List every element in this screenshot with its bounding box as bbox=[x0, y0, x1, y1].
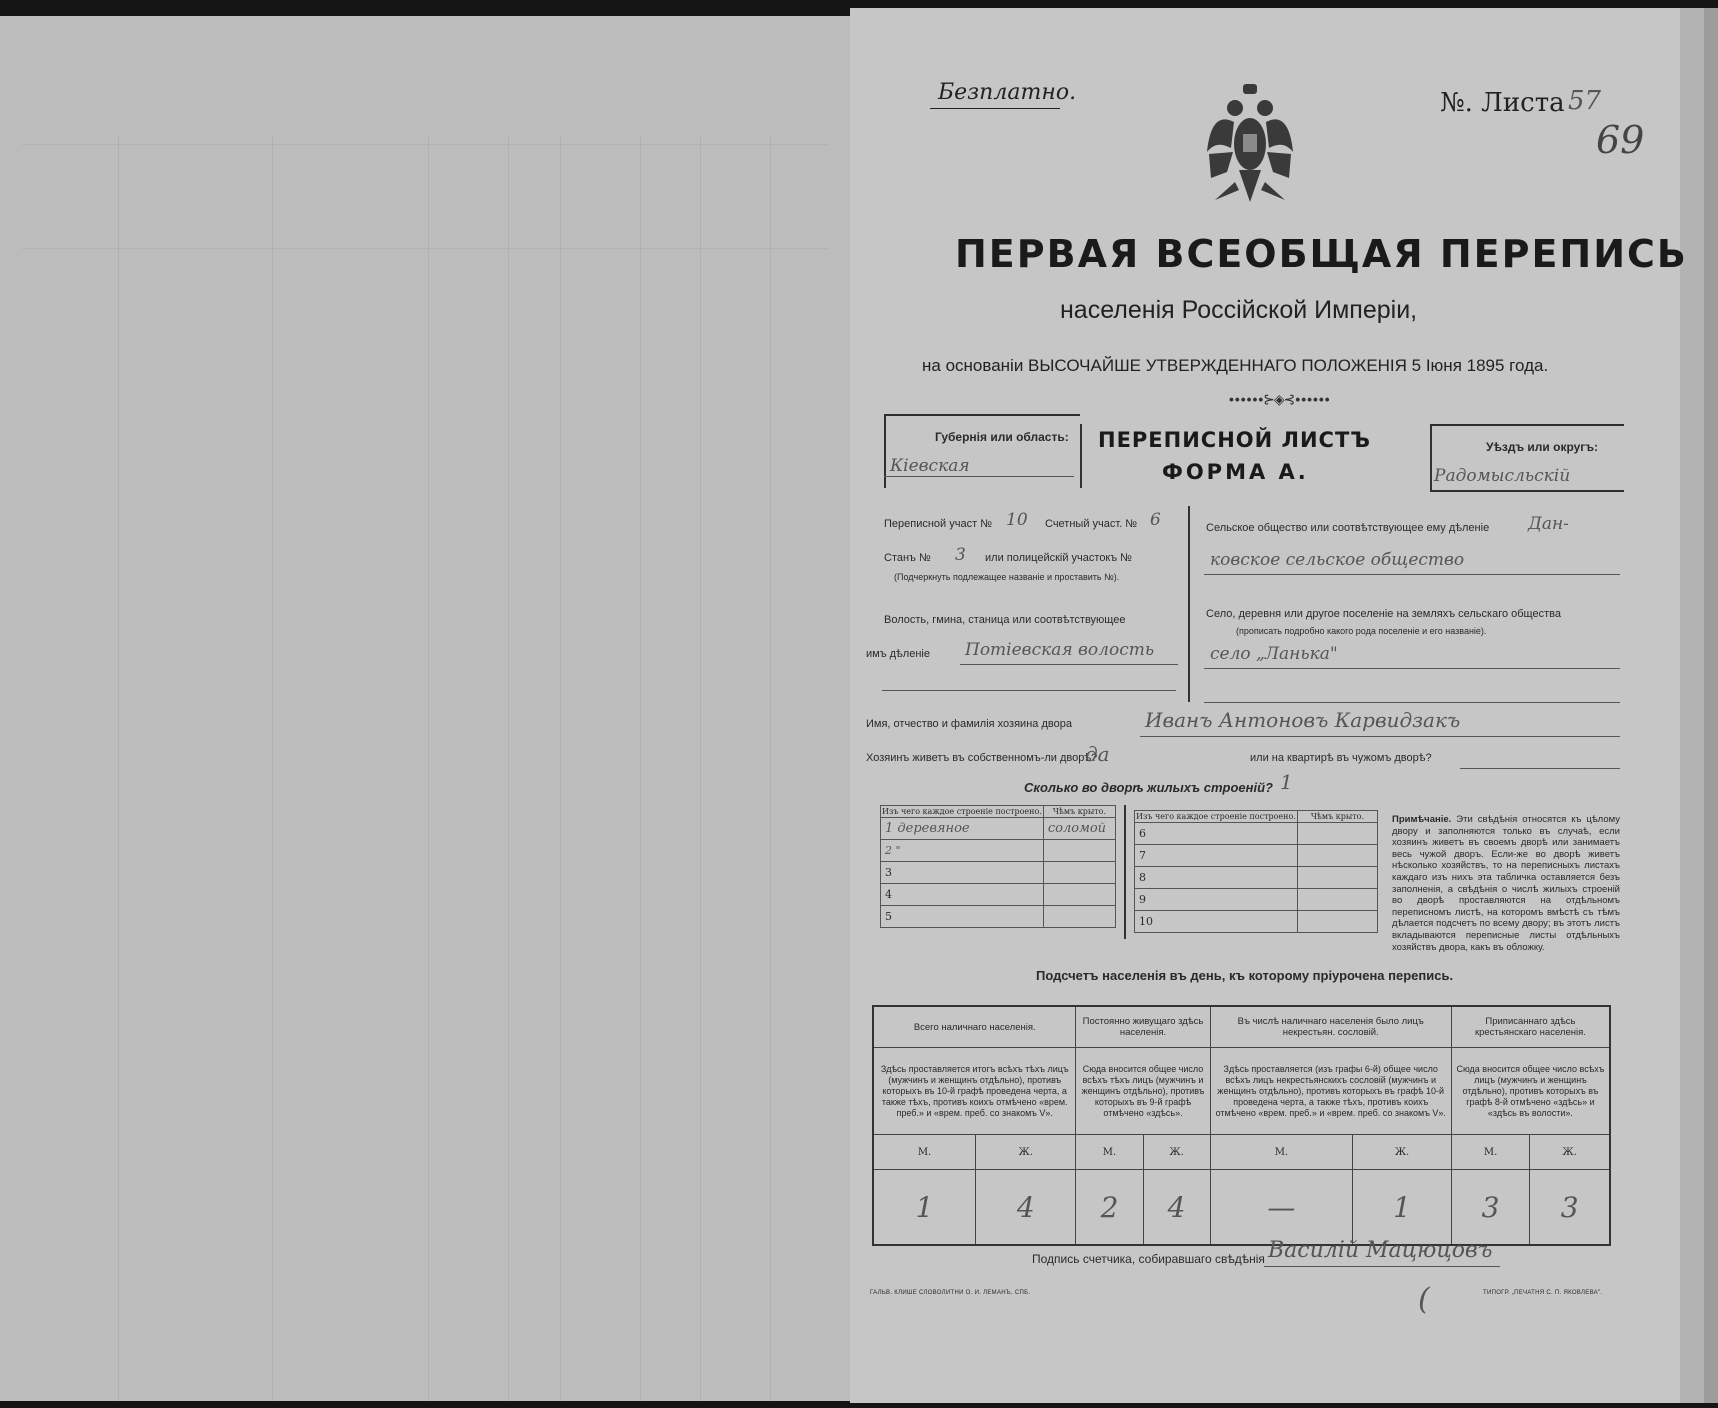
table-row bbox=[1135, 889, 1378, 911]
sheet-title: ПЕРЕПИСНОЙ ЛИСТЪ bbox=[1098, 428, 1372, 452]
volost-line-2 bbox=[882, 690, 1176, 691]
village-note: (прописать подробно какого рода поселеніе и его названіе). bbox=[1236, 626, 1487, 636]
male-count[interactable]: 1 bbox=[873, 1170, 976, 1246]
buildings-table-right bbox=[1134, 810, 1378, 933]
table-row bbox=[881, 840, 1116, 862]
signature-value[interactable]: Василій Мацюцовъ bbox=[1268, 1238, 1493, 1263]
female-count[interactable]: 1 bbox=[1353, 1170, 1452, 1246]
population-table bbox=[872, 1005, 1611, 1246]
count-district-value[interactable]: 6 bbox=[1150, 510, 1161, 530]
male-count[interactable]: 3 bbox=[1451, 1170, 1529, 1246]
left-page-blank bbox=[0, 16, 852, 1401]
signature-mark: ( bbox=[1418, 1282, 1430, 1317]
village-label: Село, деревня или другое поселеніе на земляхъ сельскаго общества bbox=[1206, 608, 1561, 620]
count-district-label: Счетный участ. № bbox=[1045, 518, 1138, 530]
buildings-label: Сколько во дворѣ жилыхъ строеній? bbox=[1024, 780, 1273, 795]
page-title: ПЕРВАЯ ВСЕОБЩАЯ ПЕРЕПИСЬ bbox=[955, 232, 1688, 276]
table-row bbox=[1135, 823, 1378, 845]
rural-value-1[interactable]: Дан- bbox=[1528, 514, 1569, 534]
province-label: Губернія или область: bbox=[935, 430, 1069, 444]
stan-value[interactable]: 3 bbox=[955, 545, 966, 565]
province-value[interactable]: Кіевская bbox=[890, 456, 970, 476]
owner-label: Имя, отчество и фамилія хозяина двора bbox=[866, 718, 1072, 730]
group-title: Всего наличнаго населенія. bbox=[873, 1006, 1076, 1048]
row-number: 4 bbox=[881, 884, 1044, 906]
rural-line bbox=[1204, 574, 1620, 575]
male-header: М. bbox=[1451, 1135, 1529, 1170]
ghost-column bbox=[770, 136, 771, 1401]
row-number: 6 bbox=[1135, 823, 1298, 845]
signature-line bbox=[1264, 1266, 1500, 1267]
ghost-rule bbox=[22, 248, 828, 249]
province-line bbox=[884, 476, 1074, 477]
table-row bbox=[881, 884, 1116, 906]
female-count[interactable]: 4 bbox=[1143, 1170, 1210, 1246]
ghost-column bbox=[118, 136, 119, 1401]
male-count[interactable]: — bbox=[1210, 1170, 1353, 1246]
county-label: Уѣздъ или округъ: bbox=[1486, 440, 1599, 454]
buildings-table-left bbox=[880, 805, 1116, 928]
volost-label: Волость, гмина, станица или соотвѣтствующее bbox=[884, 614, 1126, 626]
free-stamp: Безплатно. bbox=[938, 80, 1077, 105]
rented-line bbox=[1460, 768, 1620, 769]
center-divider bbox=[1188, 506, 1190, 702]
row-number: 5 bbox=[881, 906, 1044, 928]
table-row bbox=[1135, 845, 1378, 867]
male-header: М. bbox=[1210, 1135, 1353, 1170]
table-row bbox=[881, 906, 1116, 928]
female-header: Ж. bbox=[1353, 1135, 1452, 1170]
ghost-column bbox=[640, 136, 641, 1401]
female-header: Ж. bbox=[1530, 1135, 1610, 1170]
note-title: Примѣчаніе. bbox=[1392, 814, 1452, 825]
row-roof: соломой bbox=[1043, 818, 1115, 840]
population-heading: Подсчетъ населенія въ день, къ которому пріурочена перепись. bbox=[1036, 968, 1454, 983]
volost-value[interactable]: Потіевская волость bbox=[965, 640, 1155, 660]
table-row bbox=[1135, 867, 1378, 889]
col-roof: Чѣмъ крыто. bbox=[1297, 811, 1377, 823]
col-material: Изъ чего каждое строеніе построено. bbox=[1136, 812, 1296, 821]
male-header: М. bbox=[873, 1135, 976, 1170]
own-yard-value[interactable]: да bbox=[1085, 742, 1110, 766]
female-count[interactable]: 3 bbox=[1530, 1170, 1610, 1246]
female-header: Ж. bbox=[976, 1135, 1076, 1170]
female-header: Ж. bbox=[1143, 1135, 1210, 1170]
male-count[interactable]: 2 bbox=[1076, 1170, 1143, 1246]
group-title: Въ числѣ наличнаго населенія было лицъ некрестьян. сословій. bbox=[1210, 1006, 1451, 1048]
table-row bbox=[881, 862, 1116, 884]
county-value[interactable]: Радомысльскій bbox=[1434, 466, 1571, 486]
col-material: Изъ чего каждое строеніе построено. bbox=[882, 807, 1042, 816]
buildings-note bbox=[1392, 814, 1620, 953]
divider bbox=[1080, 424, 1082, 488]
form-name: ФОРМА А. bbox=[1162, 460, 1309, 484]
owner-value[interactable]: Иванъ Антоновъ Карвидзакъ bbox=[1145, 708, 1461, 732]
ghost-column bbox=[560, 136, 561, 1401]
printer-right: ТИПОГР. „ПЕЧАТНЯ С. П. ЯКОВЛЕВА". bbox=[1483, 1290, 1603, 1296]
owner-line bbox=[1140, 736, 1620, 737]
own-yard-label: Хозяинъ живетъ въ собственномъ-ли дворѣ? bbox=[866, 752, 1098, 764]
legal-basis: на основаніи ВЫСОЧАЙШЕ УТВЕРЖДЕННАГО ПОЛОЖЕНІЯ 5 Іюня 1895 года. bbox=[922, 356, 1549, 375]
page-subtitle: населенія Россійской Имперіи, bbox=[1060, 296, 1418, 324]
row-number: 7 bbox=[1135, 845, 1298, 867]
row-number: 8 bbox=[1135, 867, 1298, 889]
female-count[interactable]: 4 bbox=[976, 1170, 1076, 1246]
group-desc: Здѣсь проставляется итогъ всѣхъ тѣхъ лицъ (мужчинъ и женщинъ отдѣльно), противъ которыхъ въ 10-й графѣ проведена черта, а также тѣхъ, противъ коихъ отмѣчено «врем. преб.» и «врем. преб. со знакомъ V». bbox=[873, 1048, 1076, 1135]
underline-note: (Подчеркнуть подлежащее названіе и проставить №). bbox=[894, 572, 1120, 582]
row-material: " bbox=[895, 844, 901, 857]
census-district-value[interactable]: 10 bbox=[1006, 510, 1028, 530]
group-title: Постоянно живущаго здѣсь населенія. bbox=[1076, 1006, 1210, 1048]
row-number: 3 bbox=[881, 862, 1044, 884]
page-stack-edge bbox=[1704, 8, 1718, 1403]
double-headed-eagle-icon bbox=[1205, 82, 1295, 212]
row-material: деревяное bbox=[897, 821, 970, 836]
col-roof: Чѣмъ крыто. bbox=[1043, 806, 1115, 818]
table-divider bbox=[1124, 805, 1126, 939]
police-label: или полицейскій участокъ № bbox=[985, 552, 1132, 564]
sheet-number: 57 bbox=[1568, 86, 1602, 116]
group-desc: Здѣсь проставляется (изъ графы 6-й) общее число всѣхъ лицъ некрестьянскихъ сословій (мужчинъ и женщинъ отдѣльно), противъ которыхъ въ графѣ 10-й проведена черта, а также тѣхъ, противъ коихъ отмѣчено «врем. преб.» и «врем. преб. со знакомъ V». bbox=[1210, 1048, 1451, 1135]
volost-label-2: имъ дѣленіе bbox=[866, 648, 930, 660]
stan-label: Станъ № bbox=[884, 552, 931, 564]
village-value[interactable]: село „Ланька" bbox=[1210, 644, 1338, 664]
signature-label: Подпись счетчика, собиравшаго свѣдѣнія bbox=[1032, 1252, 1265, 1266]
group-desc: Сюда вносится общее число всѣхъ тѣхъ лицъ (мужчинъ и женщинъ отдѣльно), противъ которыхъ въ 9-й графѣ отмѣчено «здѣсь». bbox=[1076, 1048, 1210, 1135]
census-district-label: Переписной участ № bbox=[884, 518, 992, 530]
rural-value-2[interactable]: ковское сельское общество bbox=[1210, 550, 1465, 570]
row-number: 10 bbox=[1135, 911, 1298, 933]
sheet-label: №. Листа bbox=[1440, 88, 1565, 118]
stamp-underline bbox=[930, 108, 1060, 109]
ghost-column bbox=[272, 136, 273, 1401]
group-desc: Сюда вносится общее число всѣхъ лицъ (мужчинъ и женщинъ отдѣльно), противъ которыхъ въ графѣ 8-й отмѣчено «здѣсь» и «здѣсь въ волости». bbox=[1451, 1048, 1610, 1135]
ghost-rule bbox=[22, 144, 828, 145]
note-text: Эти свѣдѣнія относятся къ цѣлому двору и заполняются только въ случаѣ, если хозяинъ живетъ въ своемъ дворѣ или занимаетъ весь чужой дворъ. Если-же во дворѣ живетъ нѣсколько хозяйствъ, то на переписныхъ листахъ каждаго изъ нихъ эта табличка оставляется безъ заполненія, а свѣдѣнія о числѣ жилыхъ строеній во дворѣ проставляются на отдѣльномъ переписномъ листѣ, на которомъ вмѣстѣ съ тѣмъ дѣлается подсчетъ по всему двору; въ этотъ листъ вкладываются переписные листы отдѣльныхъ хозяйствъ двора, какъ въ обложку. bbox=[1392, 814, 1620, 953]
table-row bbox=[1135, 911, 1378, 933]
ghost-column bbox=[508, 136, 509, 1401]
buildings-value[interactable]: 1 bbox=[1280, 770, 1293, 794]
row-number: 9 bbox=[1135, 889, 1298, 911]
rural-label: Сельское общество или соотвѣтствующее ему дѣленіе bbox=[1206, 522, 1490, 534]
village-line-2 bbox=[1204, 702, 1620, 703]
ornament-divider: ∙∙∙∙∙∙⊱◈⊰∙∙∙∙∙∙ bbox=[1228, 392, 1330, 408]
row-number: 1 bbox=[885, 821, 894, 836]
rented-label: или на квартирѣ въ чужомъ дворѣ? bbox=[1250, 752, 1432, 764]
group-title: Приписаннаго здѣсь крестьянскаго населенія. bbox=[1451, 1006, 1610, 1048]
table-row bbox=[881, 818, 1116, 840]
village-line bbox=[1204, 668, 1620, 669]
ghost-column bbox=[700, 136, 701, 1401]
row-number: 2 bbox=[885, 844, 892, 857]
male-header: М. bbox=[1076, 1135, 1143, 1170]
ghost-column bbox=[428, 136, 429, 1401]
row-roof bbox=[1043, 840, 1115, 862]
printer-left: ГАЛЬВ. КЛИШЕ СЛОВОЛИТНИ О. И. ЛЕМАНЪ, СПБ. bbox=[870, 1290, 1031, 1296]
archive-number: 69 bbox=[1596, 118, 1645, 162]
volost-line bbox=[960, 664, 1178, 665]
